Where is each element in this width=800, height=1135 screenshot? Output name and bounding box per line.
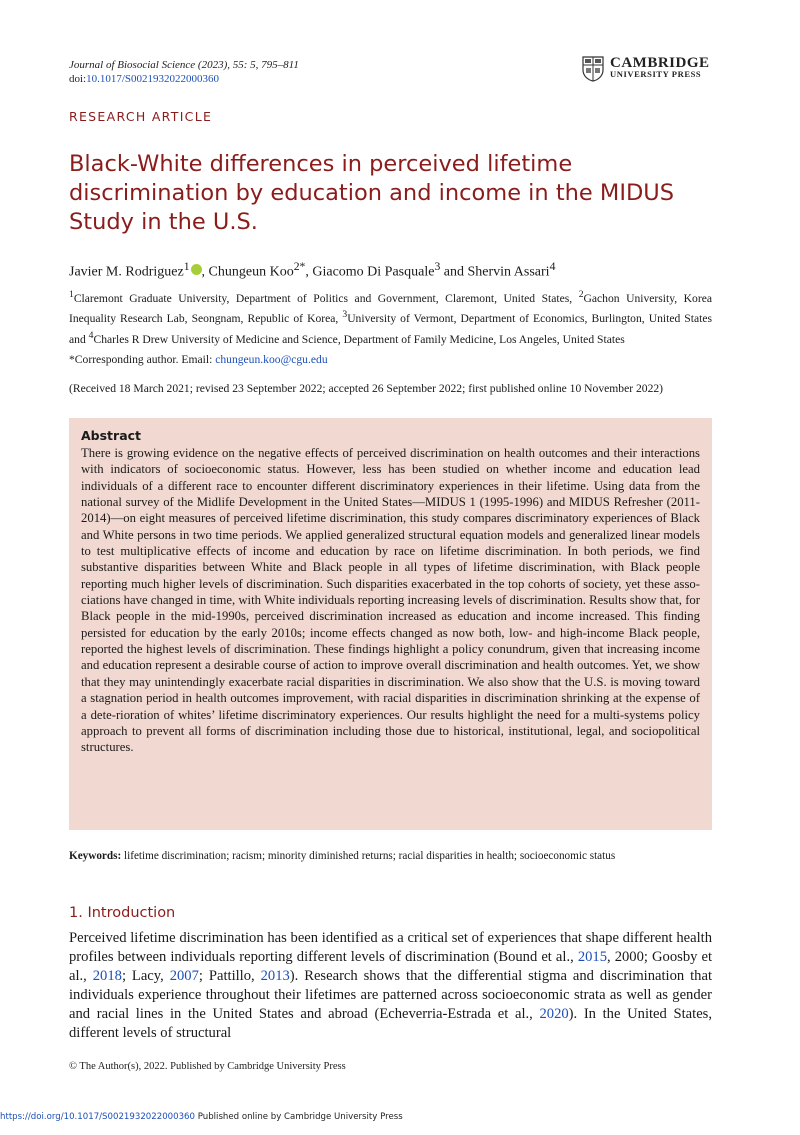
author-name: Shervin Assari <box>467 264 550 280</box>
author-affil-marker: 2* <box>293 260 306 273</box>
publisher-subname: UNIVERSITY PRESS <box>610 69 702 79</box>
publisher-name: CAMBRIDGE <box>610 55 710 71</box>
author-list: Javier M. Rodriguez$^1$ , Chungeun Koo$^{2*}$, Giacomo Di Pasquale$^3$ and Shervin Assari$^4$ <box>69 260 556 280</box>
journal-citation: Journal of Biosocial Science (2023), 55: 5, 795–811 <box>69 59 299 71</box>
doi-link[interactable]: 10.1017/S0021932022000360 <box>86 73 220 85</box>
keywords-label: Keywords: <box>69 850 122 862</box>
affiliation: University of Vermont, Department of Economics, Burlington, United States and <box>69 312 713 346</box>
affiliation: Charles R Drew University of Medicine and Science, Department of Family Medicine, Los Angeles, United States <box>93 332 625 346</box>
citation-link[interactable]: 2007 <box>169 968 199 985</box>
section-heading-introduction: 1. Introduction <box>69 905 176 921</box>
abstract-heading: Abstract <box>81 428 142 443</box>
keywords-text: lifetime discrimination; racism; minority diminished returns; racial disparities in health; socioeconomic status <box>121 850 616 862</box>
affiliation: Claremont Graduate University, Department of Politics and Government, Claremont, United States, <box>73 291 579 305</box>
cambridge-shield-icon <box>582 56 604 82</box>
abstract-text: There is growing evidence on the negative effects of perceived discrimination on health outcomes and their interactions with indicators of socioeconomic status. However, less has been studied on whether income and education lead individuals of a different race to encounter different discriminatory experiences in their lifetime. Using data from the national survey of the Midlife Development in the United States—MIDUS 1 (1995-1996) and MIDUS Refresher (2011-2014)—on eight measures of perceived lifetime discrimination, this study compares discriminatory experiences of Black and White persons in two time periods. We applied generalized structural equation models and generalized linear models to test multiplicative effects of income and education by race on lifetime discrimination. In both periods, we find substantive disparities between White and Black people in all types of lifetime discrimination, with Black people reporting much higher levels of discrimination. Such disparities exacerbated in the top cohorts of society, yet these asso-ciations have changed in time, with White individuals reporting increasing levels of discrimination. Results show that, for Black people in the mid-1990s, perceived discrimination increased as education and income increased. This finding persisted for education by the early 2010s; income effects changed as now both, low- and high-income Black people, reported the highest levels of discrimination. These findings highlight a policy conundrum, given that increasing income and education represent a desirable course of action to improve overall discrimination and health outcomes. Yet, we show that they may unintendingly exacerbate racial disparities in discrimination. We also show that the U.S. is moving toward a stagnation period in health outcomes improvement, with racial disparities in discrimination shrinking at the expense of a dete-rioration of whites’ lifetime discriminatory experiences. Our results highlight the need for a multi-systems policy approach to prevent all forms of discrimination including those due to historical, institutional, legal, and sociopolitical structures. <box>81 446 700 755</box>
doi-prefix: doi: <box>69 73 87 85</box>
publisher-logo <box>582 56 710 82</box>
author-affil-marker: 3 <box>434 260 441 273</box>
copyright-notice: © The Author(s), 2022. Published by Cambridge University Press <box>69 1061 346 1072</box>
introduction-paragraph: Perceived lifetime discrimination has been identified as a critical set of experiences that shape different health profiles between individuals reporting different levels of discrimination (Bound et al., 2015, 2000; Goosby et al., 2018; Lacy, 2007; Pattillo, 2013). Research shows that the differential stigma and discrimination that individuals experience throughout their lifetimes are patterned across socioeconomic strata as well as gender and racial lines in the United States and abroad (Echeverria-Estrada et al., 2020). In the United States, different levels of structural <box>69 930 713 1042</box>
received-dates: (Received 18 March 2021; revised 23 September 2022; accepted 26 September 2022; first published online 10 November 2022) <box>69 382 664 395</box>
article-type-label: RESEARCH ARTICLE <box>69 109 213 124</box>
orcid-icon[interactable] <box>191 264 202 275</box>
doi-line <box>69 72 219 86</box>
citation-link[interactable]: 2018 <box>92 968 122 985</box>
citation-link[interactable]: 2020 <box>539 1006 569 1023</box>
corresponding-author: *Corresponding author. Email: chungeun.koo@cgu.edu <box>69 353 328 366</box>
citation-link[interactable]: 2013 <box>260 968 290 985</box>
footer-text: Published online by Cambridge University Press <box>195 1112 403 1122</box>
article-title: Black-White differences in perceived lifetime discrimination by education and income in the MIDUS Study in the U.S. <box>69 151 675 235</box>
author-affil-marker: 4 <box>549 260 556 273</box>
page-footer <box>0 1112 403 1122</box>
citation-link[interactable]: 2015 <box>577 949 607 966</box>
footer-doi-link[interactable]: https://doi.org/10.1017/S0021932022000360 <box>0 1112 195 1122</box>
email-link[interactable]: chungeun.koo@cgu.edu <box>215 353 328 366</box>
author-name: Javier M. Rodriguez <box>69 264 184 280</box>
author-affil-marker: 1 <box>183 260 190 273</box>
affiliations: $^1$Claremont Graduate University, Department of Politics and Government, Claremont, United States, $^2$Gachon University, Korea Inequality Research Lab, Seongnam, Republic of Korea, $^3$University of Vermont, Department of Economics, Burlington, United States and $^4$Charles R Drew University of Medicine and Science, Department of Family Medicine, Los Angeles, United States <box>69 289 713 346</box>
affiliation: Gachon University, Korea Inequality Research Lab, Seongnam, Republic of Korea, <box>69 291 712 326</box>
abstract-box <box>69 418 712 830</box>
author-name: Chungeun Koo <box>208 264 294 280</box>
author-name: Giacomo Di Pasquale <box>312 264 435 280</box>
keywords <box>69 849 729 863</box>
